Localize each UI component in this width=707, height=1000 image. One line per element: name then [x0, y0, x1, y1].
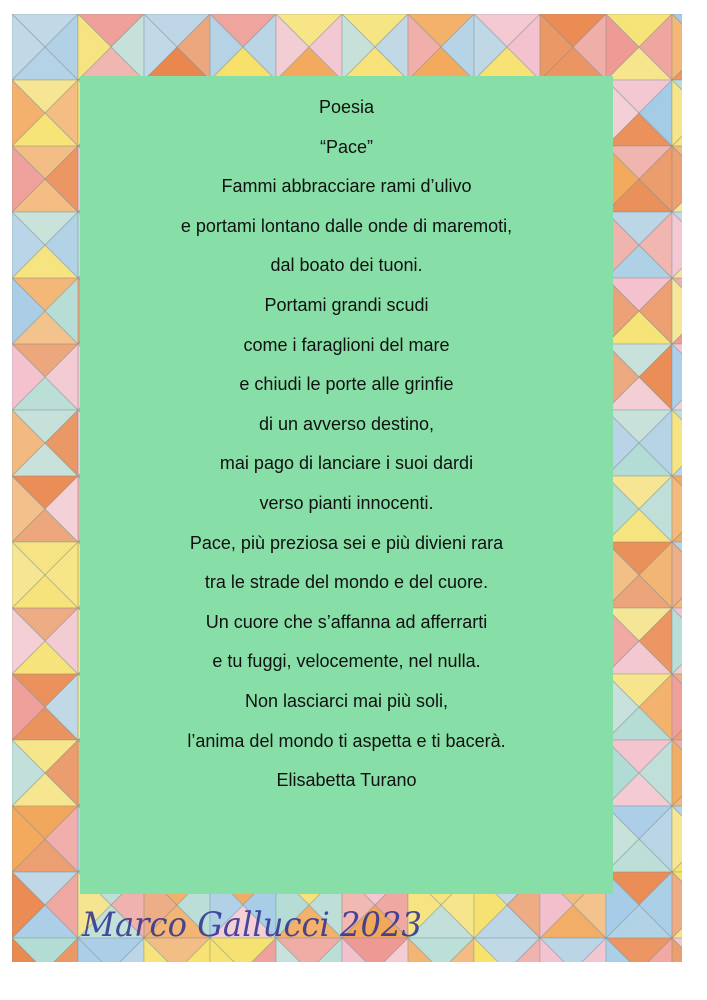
- poem-heading: Poesia: [318, 97, 375, 117]
- poem-line: tra le strade del mondo e del cuore.: [204, 572, 489, 593]
- poem-line: e portami lontano dalle onde di maremoti,: [180, 215, 513, 236]
- poem-panel: [80, 76, 613, 894]
- poem-line: come i faraglioni del mare: [243, 334, 450, 355]
- poem-author: Elisabetta Turano: [276, 770, 417, 791]
- poem-line: e chiudi le porte alle grinfie: [239, 374, 454, 395]
- poem-line: di un avverso destino,: [258, 413, 435, 434]
- poem-line: Fammi abbracciare rami d’ulivo: [221, 176, 472, 197]
- poem-line: Pace, più preziosa sei e più divieni rara: [189, 532, 504, 553]
- svg-text:Marco Gallucci 2023: Marco Gallucci 2023: [81, 905, 422, 945]
- poem-line: Portami grandi scudi: [264, 294, 429, 315]
- handwritten-signature: [80, 892, 440, 952]
- poem-line: verso pianti innocenti.: [259, 492, 434, 513]
- poem-line: l’anima del mondo ti aspetta e ti bacerà.: [187, 730, 506, 751]
- poem-line: e tu fuggi, velocemente, nel nulla.: [212, 651, 481, 672]
- poem-line: mai pago di lanciare i suoi dardi: [219, 453, 474, 474]
- poem-line: Non lasciarci mai più soli,: [244, 690, 449, 711]
- poem-line: Un cuore che s’affanna ad afferrarti: [205, 611, 488, 632]
- poem-title: “Pace”: [319, 136, 373, 157]
- poem-line: dal boato dei tuoni.: [270, 255, 423, 276]
